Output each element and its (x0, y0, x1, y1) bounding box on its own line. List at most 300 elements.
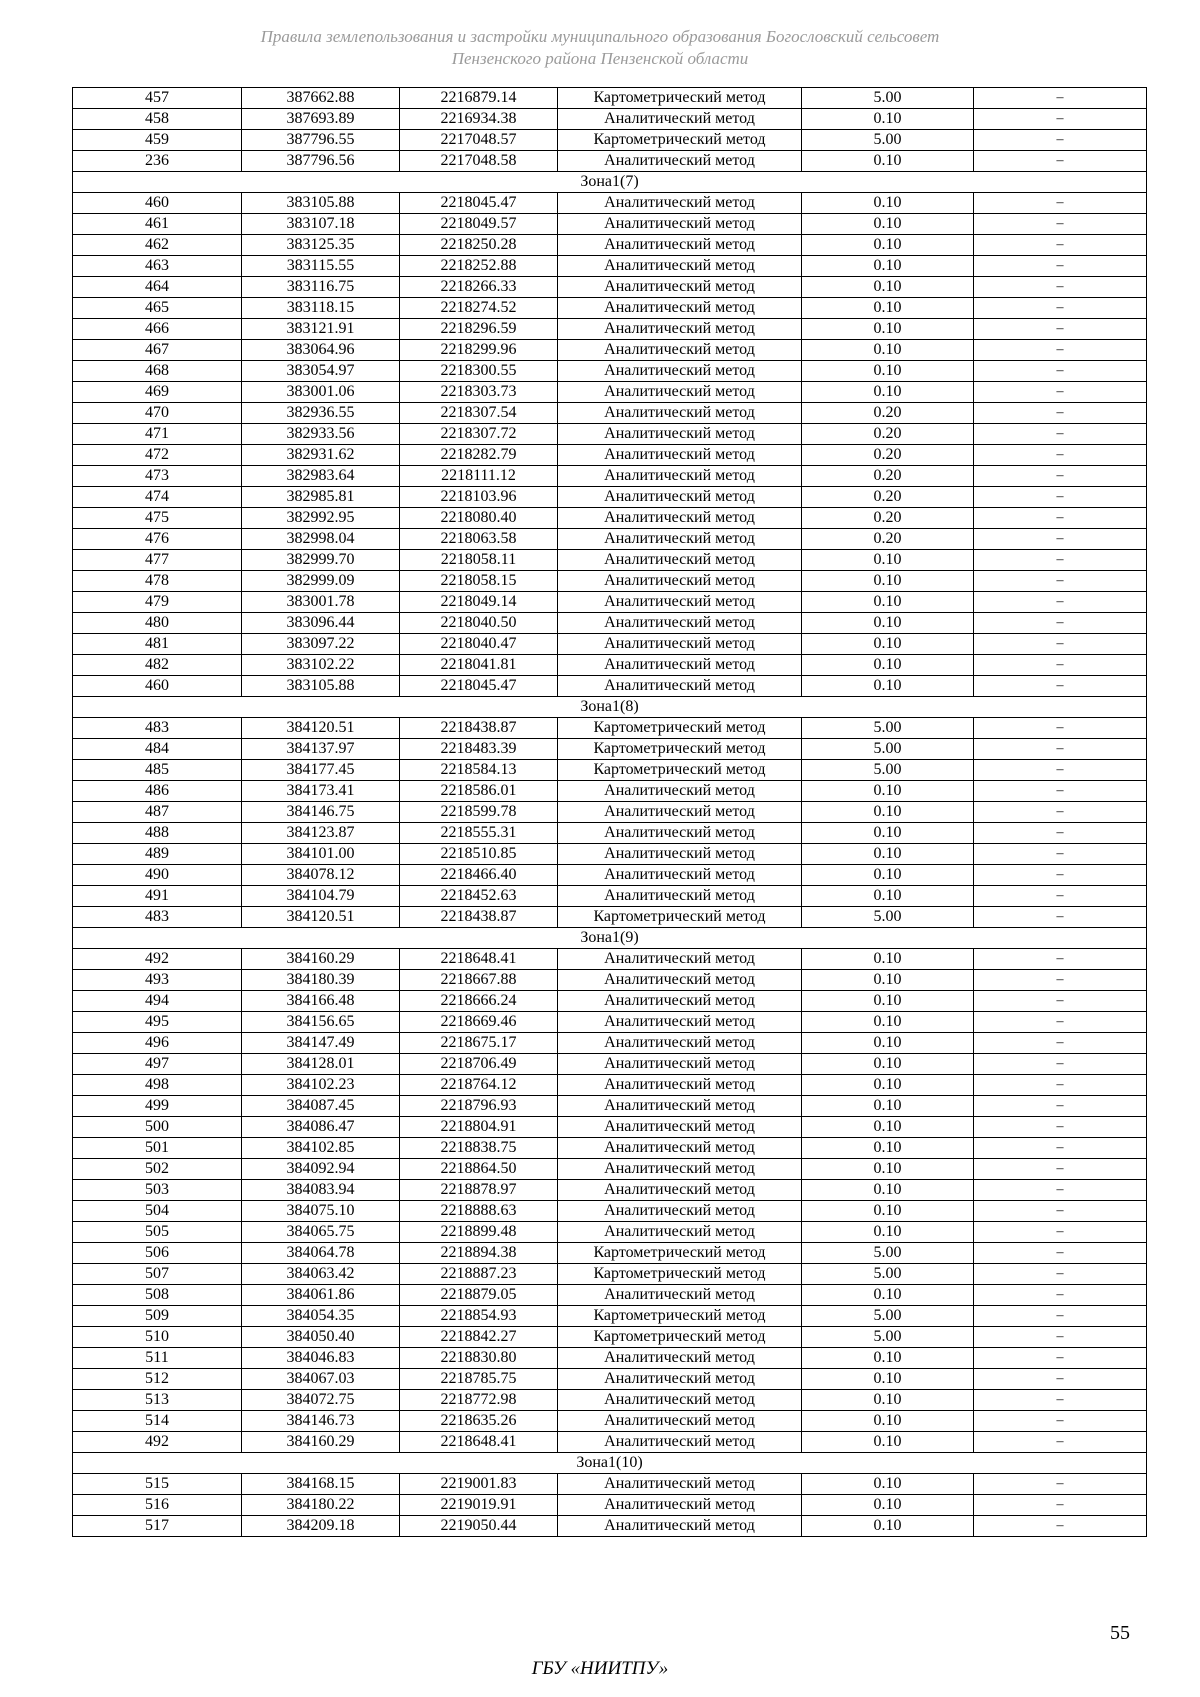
accuracy-cell: 0.10 (802, 1222, 974, 1243)
y-coordinate-cell: 2218648.41 (400, 1432, 558, 1453)
method-cell: Аналитический метод (558, 802, 802, 823)
method-cell: Аналитический метод (558, 550, 802, 571)
note-cell: – (974, 1075, 1147, 1096)
x-coordinate-cell: 384083.94 (242, 1180, 400, 1201)
y-coordinate-cell: 2218887.23 (400, 1264, 558, 1285)
point-number-cell: 485 (73, 760, 242, 781)
accuracy-cell: 0.10 (802, 256, 974, 277)
x-coordinate-cell: 382999.09 (242, 571, 400, 592)
zone-header-row (73, 1453, 1147, 1474)
method-cell: Аналитический метод (558, 340, 802, 361)
y-coordinate-cell: 2219001.83 (400, 1474, 558, 1495)
x-coordinate-cell: 382998.04 (242, 529, 400, 550)
table-row (73, 1222, 1147, 1243)
y-coordinate-cell: 2218706.49 (400, 1054, 558, 1075)
note-cell: – (974, 823, 1147, 844)
point-number-cell: 508 (73, 1285, 242, 1306)
y-coordinate-cell: 2218894.38 (400, 1243, 558, 1264)
table-row (73, 550, 1147, 571)
table-row (73, 508, 1147, 529)
x-coordinate-cell: 384086.47 (242, 1117, 400, 1138)
accuracy-cell: 5.00 (802, 739, 974, 760)
note-cell: – (974, 88, 1147, 109)
table-row (73, 613, 1147, 634)
x-coordinate-cell: 384092.94 (242, 1159, 400, 1180)
accuracy-cell: 0.10 (802, 571, 974, 592)
y-coordinate-cell: 2218584.13 (400, 760, 558, 781)
x-coordinate-cell: 384072.75 (242, 1390, 400, 1411)
accuracy-cell: 0.10 (802, 1285, 974, 1306)
table-row (73, 1159, 1147, 1180)
x-coordinate-cell: 383102.22 (242, 655, 400, 676)
y-coordinate-cell: 2218307.54 (400, 403, 558, 424)
y-coordinate-cell: 2218842.27 (400, 1327, 558, 1348)
table-row (73, 949, 1147, 970)
method-cell: Картометрический метод (558, 718, 802, 739)
note-cell: – (974, 151, 1147, 172)
y-coordinate-cell: 2218252.88 (400, 256, 558, 277)
point-number-cell: 517 (73, 1516, 242, 1537)
point-number-cell: 473 (73, 466, 242, 487)
y-coordinate-cell: 2218103.96 (400, 487, 558, 508)
accuracy-cell: 0.10 (802, 991, 974, 1012)
table-row (73, 760, 1147, 781)
note-cell: – (974, 991, 1147, 1012)
accuracy-cell: 0.10 (802, 277, 974, 298)
y-coordinate-cell: 2218466.40 (400, 865, 558, 886)
point-number-cell: 512 (73, 1369, 242, 1390)
page-number: 55 (1110, 1622, 1130, 1644)
point-number-cell: 514 (73, 1411, 242, 1432)
y-coordinate-cell: 2219019.91 (400, 1495, 558, 1516)
x-coordinate-cell: 384067.03 (242, 1369, 400, 1390)
method-cell: Аналитический метод (558, 508, 802, 529)
point-number-cell: 469 (73, 382, 242, 403)
method-cell: Аналитический метод (558, 1516, 802, 1537)
method-cell: Аналитический метод (558, 592, 802, 613)
note-cell: – (974, 571, 1147, 592)
point-number-cell: 505 (73, 1222, 242, 1243)
table-row (73, 424, 1147, 445)
accuracy-cell: 0.10 (802, 214, 974, 235)
x-coordinate-cell: 387796.55 (242, 130, 400, 151)
point-number-cell: 458 (73, 109, 242, 130)
y-coordinate-cell: 2218555.31 (400, 823, 558, 844)
table-row (73, 1474, 1147, 1495)
point-number-cell: 457 (73, 88, 242, 109)
table-row (73, 844, 1147, 865)
note-cell: – (974, 1474, 1147, 1495)
method-cell: Аналитический метод (558, 1222, 802, 1243)
accuracy-cell: 0.10 (802, 655, 974, 676)
note-cell: – (974, 1096, 1147, 1117)
method-cell: Картометрический метод (558, 88, 802, 109)
point-number-cell: 236 (73, 151, 242, 172)
x-coordinate-cell: 384102.85 (242, 1138, 400, 1159)
y-coordinate-cell: 2218045.47 (400, 193, 558, 214)
y-coordinate-cell: 2218648.41 (400, 949, 558, 970)
point-number-cell: 501 (73, 1138, 242, 1159)
y-coordinate-cell: 2218049.57 (400, 214, 558, 235)
accuracy-cell: 0.20 (802, 424, 974, 445)
x-coordinate-cell: 384102.23 (242, 1075, 400, 1096)
x-coordinate-cell: 384173.41 (242, 781, 400, 802)
y-coordinate-cell: 2218045.47 (400, 676, 558, 697)
point-number-cell: 497 (73, 1054, 242, 1075)
table-row (73, 382, 1147, 403)
table-row (73, 970, 1147, 991)
table-row (73, 1264, 1147, 1285)
y-coordinate-cell: 2218274.52 (400, 298, 558, 319)
method-cell: Картометрический метод (558, 130, 802, 151)
point-number-cell: 482 (73, 655, 242, 676)
x-coordinate-cell: 383125.35 (242, 235, 400, 256)
y-coordinate-cell: 2218041.81 (400, 655, 558, 676)
y-coordinate-cell: 2218296.59 (400, 319, 558, 340)
method-cell: Аналитический метод (558, 109, 802, 130)
x-coordinate-cell: 382931.62 (242, 445, 400, 466)
point-number-cell: 475 (73, 508, 242, 529)
accuracy-cell: 5.00 (802, 130, 974, 151)
method-cell: Аналитический метод (558, 823, 802, 844)
accuracy-cell: 0.10 (802, 1390, 974, 1411)
note-cell: – (974, 130, 1147, 151)
note-cell: – (974, 1285, 1147, 1306)
table-row (73, 109, 1147, 130)
method-cell: Картометрический метод (558, 760, 802, 781)
table-row (73, 802, 1147, 823)
note-cell: – (974, 403, 1147, 424)
method-cell: Аналитический метод (558, 151, 802, 172)
point-number-cell: 510 (73, 1327, 242, 1348)
point-number-cell: 494 (73, 991, 242, 1012)
table-row (73, 1054, 1147, 1075)
accuracy-cell: 0.10 (802, 1159, 974, 1180)
table-row (73, 1411, 1147, 1432)
point-number-cell: 487 (73, 802, 242, 823)
accuracy-cell: 0.10 (802, 802, 974, 823)
note-cell: – (974, 613, 1147, 634)
method-cell: Аналитический метод (558, 865, 802, 886)
y-coordinate-cell: 2218438.87 (400, 907, 558, 928)
x-coordinate-cell: 382985.81 (242, 487, 400, 508)
table-row (73, 1306, 1147, 1327)
table-row (73, 1012, 1147, 1033)
point-number-cell: 489 (73, 844, 242, 865)
table-row (73, 823, 1147, 844)
point-number-cell: 515 (73, 1474, 242, 1495)
accuracy-cell: 0.20 (802, 508, 974, 529)
x-coordinate-cell: 383097.22 (242, 634, 400, 655)
y-coordinate-cell: 2218303.73 (400, 382, 558, 403)
accuracy-cell: 0.10 (802, 550, 974, 571)
accuracy-cell: 0.10 (802, 1411, 974, 1432)
x-coordinate-cell: 384065.75 (242, 1222, 400, 1243)
point-number-cell: 477 (73, 550, 242, 571)
point-number-cell: 463 (73, 256, 242, 277)
note-cell: – (974, 1159, 1147, 1180)
x-coordinate-cell: 383001.06 (242, 382, 400, 403)
method-cell: Картометрический метод (558, 739, 802, 760)
table-row (73, 655, 1147, 676)
point-number-cell: 504 (73, 1201, 242, 1222)
x-coordinate-cell: 384156.65 (242, 1012, 400, 1033)
y-coordinate-cell: 2217048.58 (400, 151, 558, 172)
table-row (73, 1180, 1147, 1201)
accuracy-cell: 0.10 (802, 1117, 974, 1138)
table-row (73, 319, 1147, 340)
document-header (0, 26, 1200, 70)
x-coordinate-cell: 383001.78 (242, 592, 400, 613)
method-cell: Аналитический метод (558, 424, 802, 445)
point-number-cell: 492 (73, 949, 242, 970)
accuracy-cell: 0.10 (802, 382, 974, 403)
table-row (73, 865, 1147, 886)
method-cell: Картометрический метод (558, 1243, 802, 1264)
table-row (73, 1348, 1147, 1369)
x-coordinate-cell: 387796.56 (242, 151, 400, 172)
point-number-cell: 495 (73, 1012, 242, 1033)
table-row (73, 718, 1147, 739)
accuracy-cell: 5.00 (802, 1327, 974, 1348)
x-coordinate-cell: 384160.29 (242, 1432, 400, 1453)
y-coordinate-cell: 2218586.01 (400, 781, 558, 802)
accuracy-cell: 5.00 (802, 1264, 974, 1285)
table-row (73, 1243, 1147, 1264)
y-coordinate-cell: 2218669.46 (400, 1012, 558, 1033)
x-coordinate-cell: 384063.42 (242, 1264, 400, 1285)
note-cell: – (974, 844, 1147, 865)
point-number-cell: 467 (73, 340, 242, 361)
method-cell: Аналитический метод (558, 949, 802, 970)
method-cell: Аналитический метод (558, 1201, 802, 1222)
x-coordinate-cell: 383054.97 (242, 361, 400, 382)
x-coordinate-cell: 382999.70 (242, 550, 400, 571)
table-row (73, 277, 1147, 298)
table-row (73, 1390, 1147, 1411)
point-number-cell: 511 (73, 1348, 242, 1369)
x-coordinate-cell: 384180.22 (242, 1495, 400, 1516)
accuracy-cell: 0.10 (802, 361, 974, 382)
x-coordinate-cell: 384168.15 (242, 1474, 400, 1495)
x-coordinate-cell: 384123.87 (242, 823, 400, 844)
accuracy-cell: 0.10 (802, 823, 974, 844)
y-coordinate-cell: 2216879.14 (400, 88, 558, 109)
y-coordinate-cell: 2218785.75 (400, 1369, 558, 1390)
table-row (73, 739, 1147, 760)
x-coordinate-cell: 383105.88 (242, 193, 400, 214)
table-row (73, 1432, 1147, 1453)
note-cell: – (974, 1432, 1147, 1453)
y-coordinate-cell: 2218438.87 (400, 718, 558, 739)
table-row (73, 1327, 1147, 1348)
point-number-cell: 496 (73, 1033, 242, 1054)
point-number-cell: 461 (73, 214, 242, 235)
method-cell: Аналитический метод (558, 1432, 802, 1453)
x-coordinate-cell: 383105.88 (242, 676, 400, 697)
y-coordinate-cell: 2218307.72 (400, 424, 558, 445)
accuracy-cell: 0.10 (802, 1075, 974, 1096)
point-number-cell: 507 (73, 1264, 242, 1285)
note-cell: – (974, 529, 1147, 550)
x-coordinate-cell: 384075.10 (242, 1201, 400, 1222)
point-number-cell: 483 (73, 718, 242, 739)
method-cell: Аналитический метод (558, 214, 802, 235)
accuracy-cell: 0.10 (802, 340, 974, 361)
method-cell: Аналитический метод (558, 1054, 802, 1075)
table-row (73, 487, 1147, 508)
point-number-cell: 491 (73, 886, 242, 907)
note-cell: – (974, 1012, 1147, 1033)
accuracy-cell: 0.10 (802, 781, 974, 802)
x-coordinate-cell: 384120.51 (242, 718, 400, 739)
y-coordinate-cell: 2218080.40 (400, 508, 558, 529)
point-number-cell: 466 (73, 319, 242, 340)
note-cell: – (974, 676, 1147, 697)
y-coordinate-cell: 2218299.96 (400, 340, 558, 361)
note-cell: – (974, 508, 1147, 529)
note-cell: – (974, 1348, 1147, 1369)
y-coordinate-cell: 2218483.39 (400, 739, 558, 760)
y-coordinate-cell: 2218879.05 (400, 1285, 558, 1306)
note-cell: – (974, 1495, 1147, 1516)
table-row (73, 1096, 1147, 1117)
note-cell: – (974, 1033, 1147, 1054)
y-coordinate-cell: 2218300.55 (400, 361, 558, 382)
point-number-cell: 481 (73, 634, 242, 655)
table-row (73, 466, 1147, 487)
point-number-cell: 493 (73, 970, 242, 991)
table-row (73, 1117, 1147, 1138)
point-number-cell: 503 (73, 1180, 242, 1201)
y-coordinate-cell: 2218667.88 (400, 970, 558, 991)
table-row (73, 1075, 1147, 1096)
x-coordinate-cell: 384180.39 (242, 970, 400, 991)
accuracy-cell: 0.10 (802, 592, 974, 613)
accuracy-cell: 0.10 (802, 1180, 974, 1201)
accuracy-cell: 5.00 (802, 718, 974, 739)
method-cell: Аналитический метод (558, 403, 802, 424)
method-cell: Аналитический метод (558, 529, 802, 550)
x-coordinate-cell: 383107.18 (242, 214, 400, 235)
method-cell: Аналитический метод (558, 1096, 802, 1117)
note-cell: – (974, 739, 1147, 760)
method-cell: Аналитический метод (558, 634, 802, 655)
accuracy-cell: 0.10 (802, 1474, 974, 1495)
table-row (73, 1201, 1147, 1222)
method-cell: Аналитический метод (558, 1075, 802, 1096)
method-cell: Картометрический метод (558, 1306, 802, 1327)
accuracy-cell: 0.10 (802, 886, 974, 907)
x-coordinate-cell: 384078.12 (242, 865, 400, 886)
note-cell: – (974, 760, 1147, 781)
zone-label: Зона1(7) (73, 172, 1147, 193)
method-cell: Аналитический метод (558, 1390, 802, 1411)
note-cell: – (974, 382, 1147, 403)
y-coordinate-cell: 2218764.12 (400, 1075, 558, 1096)
note-cell: – (974, 445, 1147, 466)
x-coordinate-cell: 384128.01 (242, 1054, 400, 1075)
note-cell: – (974, 781, 1147, 802)
x-coordinate-cell: 383121.91 (242, 319, 400, 340)
method-cell: Аналитический метод (558, 277, 802, 298)
table-row (73, 592, 1147, 613)
accuracy-cell: 0.20 (802, 403, 974, 424)
accuracy-cell: 0.10 (802, 865, 974, 886)
accuracy-cell: 0.10 (802, 676, 974, 697)
note-cell: – (974, 1411, 1147, 1432)
point-number-cell: 480 (73, 613, 242, 634)
accuracy-cell: 5.00 (802, 1306, 974, 1327)
y-coordinate-cell: 2218635.26 (400, 1411, 558, 1432)
accuracy-cell: 0.20 (802, 529, 974, 550)
y-coordinate-cell: 2218111.12 (400, 466, 558, 487)
y-coordinate-cell: 2218599.78 (400, 802, 558, 823)
table-row (73, 340, 1147, 361)
table-row (73, 235, 1147, 256)
method-cell: Аналитический метод (558, 445, 802, 466)
note-cell: – (974, 550, 1147, 571)
note-cell: – (974, 1054, 1147, 1075)
note-cell: – (974, 1117, 1147, 1138)
accuracy-cell: 5.00 (802, 88, 974, 109)
method-cell: Аналитический метод (558, 319, 802, 340)
y-coordinate-cell: 2218675.17 (400, 1033, 558, 1054)
point-number-cell: 472 (73, 445, 242, 466)
point-number-cell: 471 (73, 424, 242, 445)
point-number-cell: 502 (73, 1159, 242, 1180)
accuracy-cell: 0.20 (802, 466, 974, 487)
footer-organization: ГБУ «НИИТПУ» (531, 1658, 669, 1679)
table-row (73, 571, 1147, 592)
note-cell: – (974, 907, 1147, 928)
x-coordinate-cell: 384087.45 (242, 1096, 400, 1117)
note-cell: – (974, 193, 1147, 214)
zone-label: Зона1(8) (73, 697, 1147, 718)
x-coordinate-cell: 383118.15 (242, 298, 400, 319)
accuracy-cell: 5.00 (802, 907, 974, 928)
note-cell: – (974, 592, 1147, 613)
y-coordinate-cell: 2217048.57 (400, 130, 558, 151)
accuracy-cell: 0.10 (802, 193, 974, 214)
note-cell: – (974, 298, 1147, 319)
x-coordinate-cell: 384120.51 (242, 907, 400, 928)
x-coordinate-cell: 383116.75 (242, 277, 400, 298)
y-coordinate-cell: 2218510.85 (400, 844, 558, 865)
point-number-cell: 478 (73, 571, 242, 592)
method-cell: Картометрический метод (558, 907, 802, 928)
note-cell: – (974, 1138, 1147, 1159)
point-number-cell: 464 (73, 277, 242, 298)
accuracy-cell: 0.10 (802, 151, 974, 172)
x-coordinate-cell: 384064.78 (242, 1243, 400, 1264)
method-cell: Аналитический метод (558, 298, 802, 319)
accuracy-cell: 0.10 (802, 1096, 974, 1117)
table-row (73, 781, 1147, 802)
method-cell: Аналитический метод (558, 1033, 802, 1054)
y-coordinate-cell: 2218049.14 (400, 592, 558, 613)
note-cell: – (974, 361, 1147, 382)
note-cell: – (974, 487, 1147, 508)
method-cell: Аналитический метод (558, 1117, 802, 1138)
table-row (73, 361, 1147, 382)
method-cell: Аналитический метод (558, 1159, 802, 1180)
note-cell: – (974, 277, 1147, 298)
table-row (73, 1138, 1147, 1159)
accuracy-cell: 0.10 (802, 634, 974, 655)
note-cell: – (974, 1327, 1147, 1348)
y-coordinate-cell: 2218772.98 (400, 1390, 558, 1411)
